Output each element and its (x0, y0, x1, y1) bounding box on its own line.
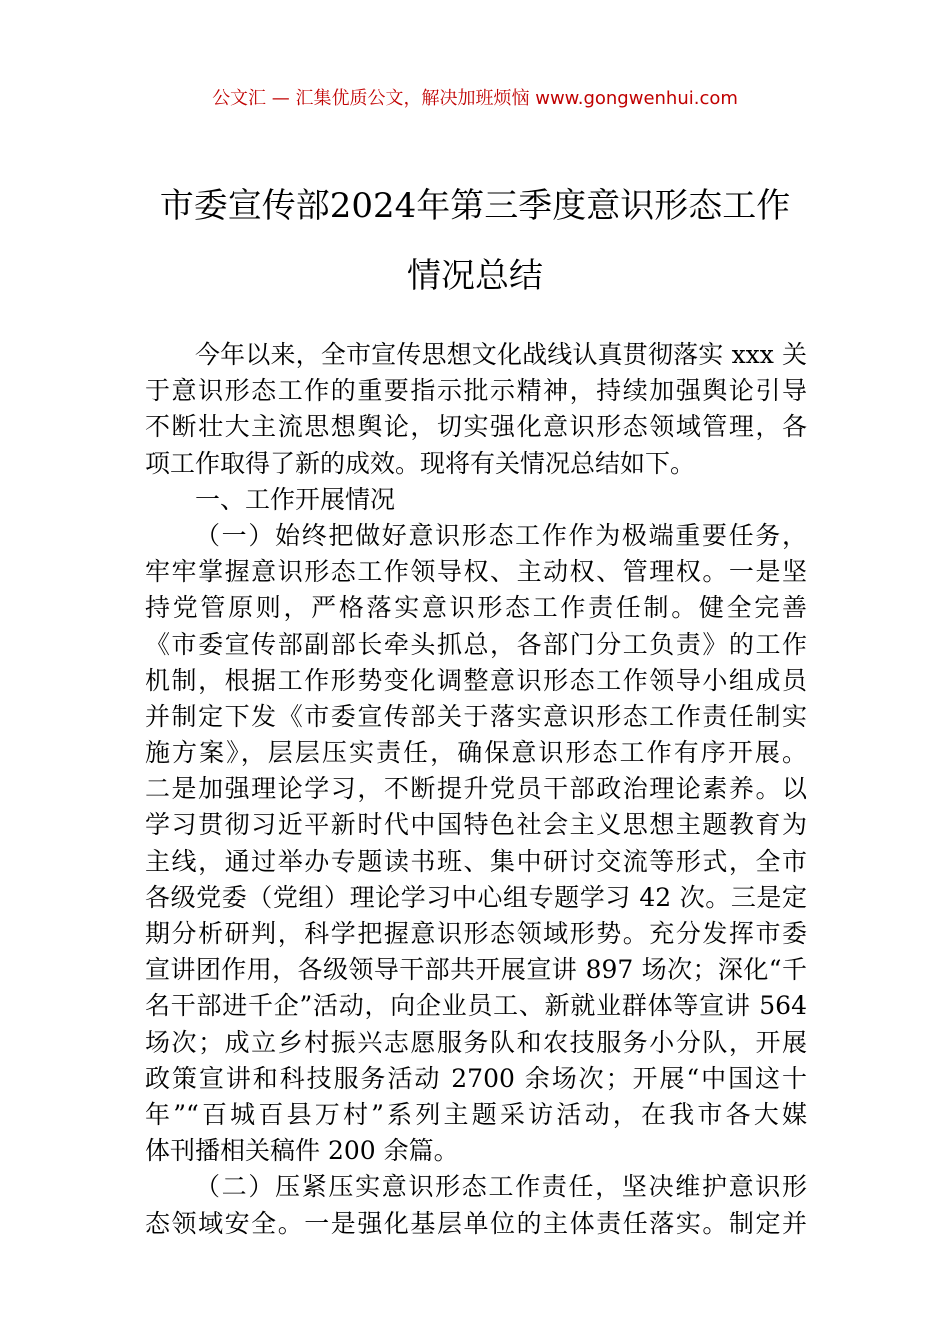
paragraph-line: 牢牢掌握意识形态工作领导权、主动权、管理权。一是坚 (145, 557, 807, 587)
paragraph-line: 场次；成立乡村振兴志愿服务队和农技服务小分队，开展 (145, 1027, 807, 1057)
paragraph-line: 并制定下发《市委宣传部关于落实意识形态工作责任制实 (145, 701, 807, 731)
document-title-line-1: 市委宣传部2024年第三季度意识形态工作 (159, 186, 791, 226)
paragraph-line: 《市委宣传部副部长牵头抓总，各部门分工负责》的工作 (145, 629, 807, 659)
document-body (145, 337, 807, 1242)
paragraph-line: 各级党委（党组）理论学习中心组专题学习 42 次。三是定 (145, 882, 807, 912)
paragraph-line: 年”“百城百县万村”系列主题采访活动，在我市各大媒 (145, 1099, 807, 1129)
paragraph-line: 不断壮大主流思想舆论，切实强化意识形态领域管理，各 (145, 412, 807, 442)
paragraph-line: 政策宣讲和科技服务活动 2700 余场次；开展“中国这十 (145, 1063, 807, 1093)
paragraph-line: 态领域安全。一是强化基层单位的主体责任落实。制定并 (145, 1208, 807, 1238)
paragraph-line: 学习贯彻习近平新时代中国特色社会主义思想主题教育为 (145, 810, 807, 840)
paragraph-line: 持党管原则，严格落实意识形态工作责任制。健全完善 (145, 593, 807, 623)
paragraph-line: 名干部进千企”活动，向企业员工、新就业群体等宣讲 564 (145, 991, 807, 1021)
paragraph-line: 项工作取得了新的成效。现将有关情况总结如下。 (145, 448, 696, 478)
paragraph-line: 于意识形态工作的重要指示批示精神，持续加强舆论引导 (145, 376, 807, 406)
paragraph-line: （一）始终把做好意识形态工作作为极端重要任务， (195, 520, 807, 550)
paragraph-line: 施方案》，层层压实责任，确保意识形态工作有序开展。 (145, 738, 807, 768)
paragraph-line: 体刊播相关稿件 200 余篇。 (145, 1136, 459, 1166)
paragraph-line: （二）压紧压实意识形态工作责任，坚决维护意识形 (195, 1172, 807, 1202)
document-title-line-2: 情况总结 (407, 256, 543, 296)
section-heading: 一、工作开展情况 (195, 484, 396, 514)
paragraph-line: 期分析研判，科学把握意识形态领域形势。充分发挥市委 (145, 919, 807, 948)
paragraph-line: 主线，通过举办专题读书班、集中研讨交流等形式，全市 (145, 846, 807, 876)
paragraph-line: 宣讲团作用，各级领导干部共开展宣讲 897 场次；深化“千 (145, 955, 807, 985)
paragraph-line: 二是加强理论学习，不断提升党员干部政治理论素养。以 (145, 774, 807, 804)
paragraph-line: 机制，根据工作形势变化调整意识形态工作领导小组成员 (145, 665, 807, 695)
paragraph-line: 今年以来，全市宣传思想文化战线认真贯彻落实 xxx 关 (195, 340, 807, 369)
site-banner: 公文汇 — 汇集优质公文，解决加班烦恼 www.gongwenhui.com (212, 88, 738, 109)
